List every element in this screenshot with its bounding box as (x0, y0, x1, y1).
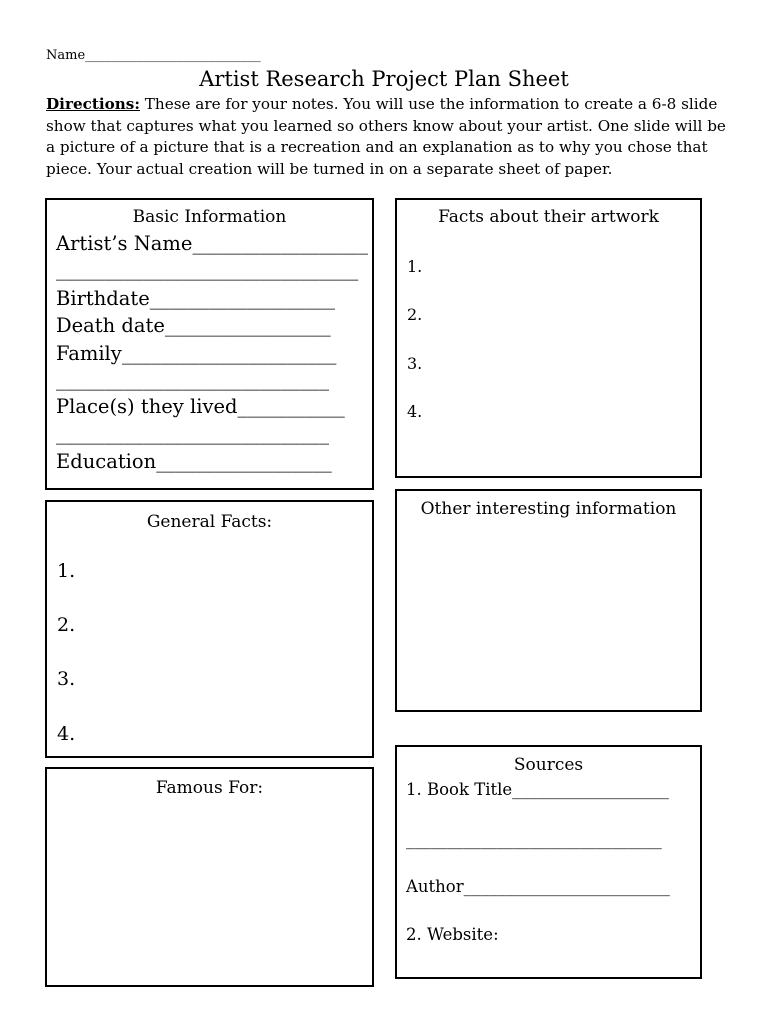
sources-title: Sources (513, 755, 584, 775)
directions-label: Directions: (46, 95, 140, 113)
general-fact-item: 3. (57, 668, 76, 690)
famous-for-box (45, 767, 374, 987)
sources-box (395, 745, 702, 979)
death-date-line: Death date_________________ (56, 314, 331, 337)
education-line: Education__________________ (56, 450, 332, 473)
general-facts-box (45, 500, 374, 758)
artwork-facts-title: Facts about their artwork (438, 207, 659, 227)
places-lived-continuation-line: ____________________________ (56, 422, 329, 445)
artwork-facts-box (395, 198, 702, 478)
general-fact-item: 1. (57, 560, 76, 582)
places-lived-line: Place(s) they lived___________ (56, 395, 345, 418)
artwork-fact-item: 2. (407, 305, 423, 324)
other-information-box (395, 489, 702, 712)
artwork-fact-item: 3. (407, 354, 423, 373)
artwork-fact-item: 1. (407, 257, 423, 276)
basic-information-box (45, 198, 374, 490)
directions-text: These are for your notes. You will use the information to create a 6-8 slide show that captures what you learned so others know about your artist. One slide will be a picture of a picture that is a recreation and an explanation as to why you chose that piece. Your actual creation will be turned in on a separate sheet of paper. (46, 95, 726, 178)
basic-information-title: Basic Information (132, 207, 287, 227)
website-line: 2. Website: (406, 925, 499, 944)
family-continuation-line: ____________________________ (56, 368, 329, 391)
general-facts-title: General Facts: (146, 512, 273, 532)
famous-for-title: Famous For: (155, 778, 264, 798)
page-title: Artist Research Project Plan Sheet (199, 67, 569, 91)
name-field-label: Name___________________________ (46, 48, 261, 63)
family-line: Family______________________ (56, 342, 337, 365)
directions-paragraph (46, 94, 736, 180)
artist-name-line: Artist’s Name__________________ (56, 232, 368, 255)
general-fact-item: 4. (57, 723, 76, 745)
artwork-fact-item: 4. (407, 402, 423, 421)
author-line: Author_________________________ (406, 877, 670, 896)
general-fact-item: 2. (57, 614, 76, 636)
book-title-continuation-line: _______________________________ (406, 830, 662, 849)
other-information-title: Other interesting information (420, 499, 677, 519)
birthdate-line: Birthdate___________________ (56, 287, 336, 310)
book-title-line: 1. Book Title___________________ (406, 780, 669, 799)
artist-name-continuation-line: _______________________________ (56, 258, 359, 281)
